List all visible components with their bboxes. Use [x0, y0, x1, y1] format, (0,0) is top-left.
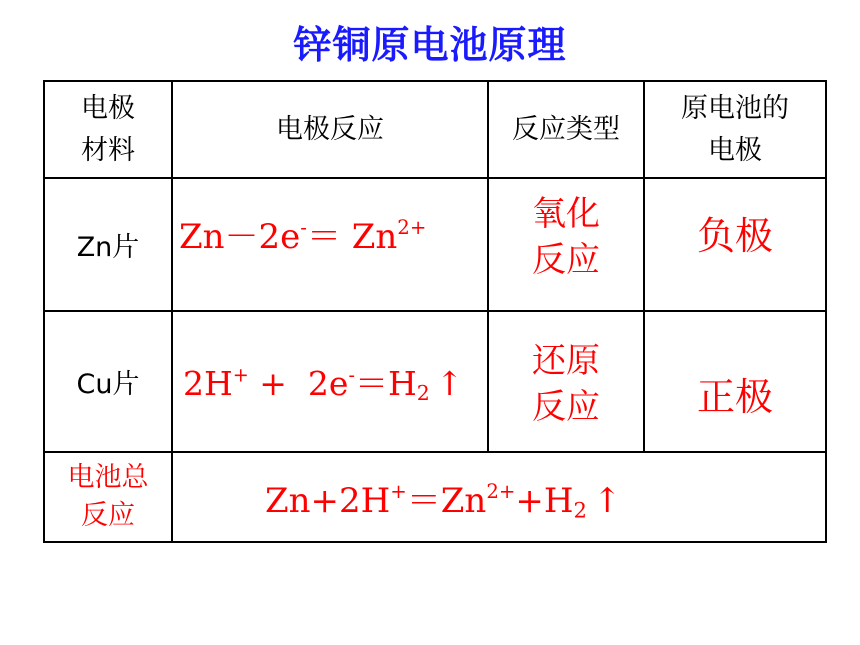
eq-zn-sup2: 2+ — [397, 216, 427, 240]
reaction-type-cu-line2: 反应 — [532, 387, 600, 427]
eq-total-part3: +H — [515, 480, 574, 521]
eq-total-sup1: + — [390, 479, 407, 503]
eq-zn-sup1: - — [300, 216, 307, 240]
reaction-type-zn-line1: 氧化 — [532, 194, 600, 234]
table-row-zn — [44, 178, 826, 311]
total-label-line1: 电池总 — [67, 462, 149, 493]
eq-cu-part3: ＝H — [354, 364, 417, 403]
eq-total-sub1: 2 — [573, 496, 587, 522]
gas-arrow-icon: ↑ — [592, 480, 622, 521]
table-row-cu — [44, 311, 826, 452]
electrode-zn: 负极 — [644, 178, 826, 311]
header-electrode-line1: 原电池的 — [681, 92, 789, 124]
page-title: 锌铜原电池原理 — [293, 23, 567, 67]
eq-cu-sup2: - — [348, 363, 355, 387]
total-label-line2: 反应 — [81, 500, 135, 531]
eq-cu-sub1: 2 — [416, 381, 430, 406]
header-material-line2: 材料 — [81, 134, 135, 166]
material-zn: Zn片 — [44, 178, 172, 311]
electrode-cu: 正极 — [644, 311, 826, 452]
eq-cu-part1: 2H — [183, 364, 233, 403]
header-electrode — [644, 81, 826, 178]
header-reaction-type: 反应类型 — [488, 81, 644, 178]
eq-zn-part1: Zn－2e — [179, 217, 301, 257]
equation-cu — [172, 311, 488, 452]
eq-total-part2: ＝Zn — [406, 480, 487, 521]
eq-total-sup2: 2+ — [486, 479, 516, 503]
reaction-type-zn — [488, 178, 644, 311]
total-reaction-label — [44, 452, 172, 542]
header-material — [44, 81, 172, 178]
eq-cu-sup1: + — [232, 363, 249, 387]
eq-total-part1: Zn+2H — [265, 480, 391, 521]
material-cu: Cu片 — [44, 311, 172, 452]
header-reaction: 电极反应 — [172, 81, 488, 178]
eq-zn-part2: ＝ Zn — [306, 217, 398, 257]
reaction-type-zn-line2: 反应 — [532, 240, 600, 280]
table-row-total — [44, 452, 826, 542]
total-equation — [172, 452, 826, 542]
reaction-table — [43, 80, 827, 543]
table-header-row — [44, 81, 826, 178]
eq-cu-part2: + 2e — [248, 364, 349, 403]
reaction-type-cu-line1: 还原 — [532, 341, 600, 381]
header-material-line1: 电极 — [81, 92, 135, 124]
header-electrode-line2: 电极 — [708, 134, 762, 166]
equation-zn — [172, 178, 488, 311]
gas-arrow-icon: ↑ — [435, 364, 464, 403]
reaction-type-cu — [488, 311, 644, 452]
